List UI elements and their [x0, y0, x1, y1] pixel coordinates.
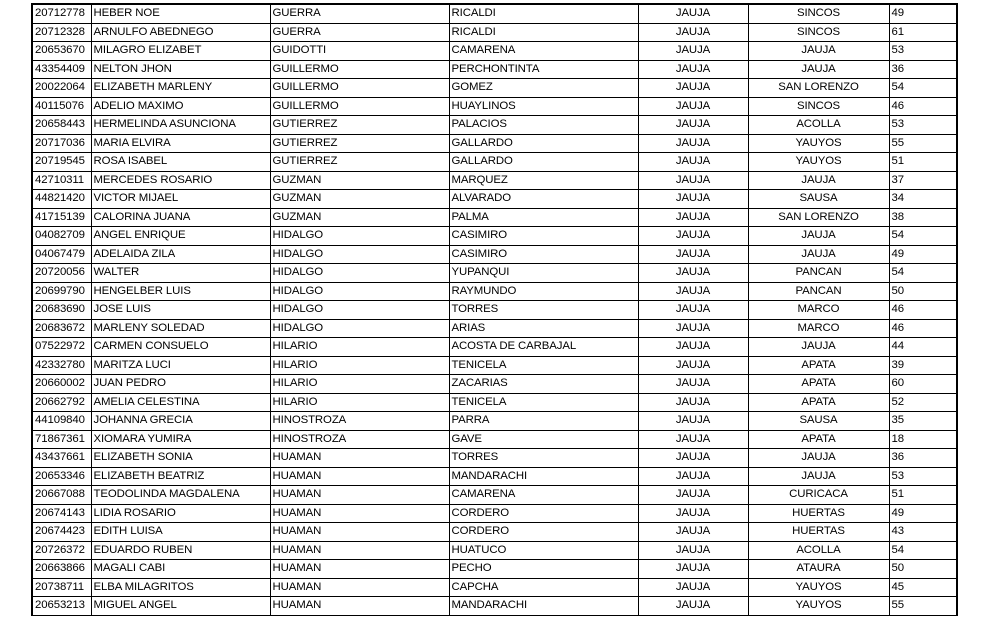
table-row: [32, 171, 957, 190]
district-cell: MARCO: [748, 301, 889, 320]
province-cell: JAUJA: [638, 97, 748, 116]
maternal-surname-cell: CORDERO: [449, 523, 638, 542]
table-row: [32, 449, 957, 468]
province-cell: JAUJA: [638, 467, 748, 486]
table-row: [32, 116, 957, 135]
district-cell: APATA: [748, 356, 889, 375]
table-row: [32, 393, 957, 412]
maternal-surname-cell: ALVARADO: [449, 190, 638, 209]
records-table-body: [32, 4, 957, 615]
district-cell: SAUSA: [748, 190, 889, 209]
maternal-surname-cell: MARQUEZ: [449, 171, 638, 190]
age-cell: 60: [889, 375, 957, 394]
province-cell: JAUJA: [638, 375, 748, 394]
district-cell: CURICACA: [748, 486, 889, 505]
maternal-surname-cell: GALLARDO: [449, 134, 638, 153]
district-cell: HUERTAS: [748, 523, 889, 542]
province-cell: JAUJA: [638, 264, 748, 283]
district-cell: ATAURA: [748, 560, 889, 579]
province-cell: JAUJA: [638, 227, 748, 246]
maternal-surname-cell: YUPANQUI: [449, 264, 638, 283]
first-names-cell: WALTER: [91, 264, 270, 283]
province-cell: JAUJA: [638, 23, 748, 42]
paternal-surname-cell: GUILLERMO: [270, 79, 449, 98]
maternal-surname-cell: PARRA: [449, 412, 638, 431]
dni-cell: 20712778: [32, 4, 91, 23]
table-row: [32, 578, 957, 597]
age-cell: 49: [889, 245, 957, 264]
maternal-surname-cell: CAPCHA: [449, 578, 638, 597]
paternal-surname-cell: GUERRA: [270, 4, 449, 23]
province-cell: JAUJA: [638, 42, 748, 61]
maternal-surname-cell: ACOSTA DE CARBAJAL: [449, 338, 638, 357]
maternal-surname-cell: CAMARENA: [449, 486, 638, 505]
dni-cell: 20653346: [32, 467, 91, 486]
first-names-cell: ADELIO MAXIMO: [91, 97, 270, 116]
table-row: [32, 245, 957, 264]
table-row: [32, 504, 957, 523]
paternal-surname-cell: HINOSTROZA: [270, 430, 449, 449]
age-cell: 61: [889, 23, 957, 42]
maternal-surname-cell: MANDARACHI: [449, 597, 638, 616]
table-row: [32, 486, 957, 505]
dni-cell: 20653670: [32, 42, 91, 61]
age-cell: 50: [889, 560, 957, 579]
age-cell: 52: [889, 393, 957, 412]
paternal-surname-cell: HUAMAN: [270, 597, 449, 616]
province-cell: JAUJA: [638, 301, 748, 320]
district-cell: SAN LORENZO: [748, 79, 889, 98]
province-cell: JAUJA: [638, 504, 748, 523]
paternal-surname-cell: HIDALGO: [270, 282, 449, 301]
maternal-surname-cell: TENICELA: [449, 356, 638, 375]
table-row: [32, 467, 957, 486]
district-cell: PANCAN: [748, 264, 889, 283]
paternal-surname-cell: HIDALGO: [270, 319, 449, 338]
district-cell: YAUYOS: [748, 134, 889, 153]
first-names-cell: HEBER NOE: [91, 4, 270, 23]
first-names-cell: ARNULFO ABEDNEGO: [91, 23, 270, 42]
dni-cell: 04067479: [32, 245, 91, 264]
district-cell: JAUJA: [748, 245, 889, 264]
table-row: [32, 430, 957, 449]
table-row: [32, 97, 957, 116]
dni-cell: 20719545: [32, 153, 91, 172]
table-row: [32, 4, 957, 23]
district-cell: JAUJA: [748, 171, 889, 190]
first-names-cell: MARITZA LUCI: [91, 356, 270, 375]
age-cell: 39: [889, 356, 957, 375]
province-cell: JAUJA: [638, 523, 748, 542]
age-cell: 44: [889, 338, 957, 357]
province-cell: JAUJA: [638, 282, 748, 301]
age-cell: 54: [889, 264, 957, 283]
province-cell: JAUJA: [638, 412, 748, 431]
district-cell: ACOLLA: [748, 116, 889, 135]
first-names-cell: CARMEN CONSUELO: [91, 338, 270, 357]
dni-cell: 41715139: [32, 208, 91, 227]
maternal-surname-cell: MANDARACHI: [449, 467, 638, 486]
paternal-surname-cell: HUAMAN: [270, 467, 449, 486]
district-cell: YAUYOS: [748, 597, 889, 616]
province-cell: JAUJA: [638, 153, 748, 172]
district-cell: APATA: [748, 430, 889, 449]
district-cell: JAUJA: [748, 42, 889, 61]
paternal-surname-cell: GUZMAN: [270, 190, 449, 209]
dni-cell: 43437661: [32, 449, 91, 468]
table-row: [32, 301, 957, 320]
maternal-surname-cell: TENICELA: [449, 393, 638, 412]
district-cell: MARCO: [748, 319, 889, 338]
first-names-cell: ELIZABETH BEATRIZ: [91, 467, 270, 486]
paternal-surname-cell: HIDALGO: [270, 301, 449, 320]
age-cell: 51: [889, 486, 957, 505]
district-cell: YAUYOS: [748, 578, 889, 597]
table-row: [32, 42, 957, 61]
dni-cell: 20663866: [32, 560, 91, 579]
paternal-surname-cell: HIDALGO: [270, 227, 449, 246]
district-cell: SINCOS: [748, 97, 889, 116]
district-cell: SINCOS: [748, 23, 889, 42]
paternal-surname-cell: GUTIERREZ: [270, 153, 449, 172]
dni-cell: 20022064: [32, 79, 91, 98]
maternal-surname-cell: PALACIOS: [449, 116, 638, 135]
maternal-surname-cell: GAVE: [449, 430, 638, 449]
paternal-surname-cell: HUAMAN: [270, 486, 449, 505]
dni-cell: 20674143: [32, 504, 91, 523]
first-names-cell: MERCEDES ROSARIO: [91, 171, 270, 190]
maternal-surname-cell: ZACARIAS: [449, 375, 638, 394]
district-cell: HUERTAS: [748, 504, 889, 523]
age-cell: 35: [889, 412, 957, 431]
table-row: [32, 523, 957, 542]
age-cell: 36: [889, 60, 957, 79]
first-names-cell: HERMELINDA ASUNCIONA: [91, 116, 270, 135]
province-cell: JAUJA: [638, 4, 748, 23]
table-row: [32, 338, 957, 357]
maternal-surname-cell: RICALDI: [449, 23, 638, 42]
age-cell: 53: [889, 116, 957, 135]
maternal-surname-cell: PERCHONTINTA: [449, 60, 638, 79]
first-names-cell: ADELAIDA ZILA: [91, 245, 270, 264]
dni-cell: 20699790: [32, 282, 91, 301]
first-names-cell: NELTON JHON: [91, 60, 270, 79]
age-cell: 50: [889, 282, 957, 301]
age-cell: 49: [889, 4, 957, 23]
paternal-surname-cell: HUAMAN: [270, 541, 449, 560]
maternal-surname-cell: CASIMIRO: [449, 227, 638, 246]
province-cell: JAUJA: [638, 338, 748, 357]
age-cell: 53: [889, 42, 957, 61]
district-cell: SAUSA: [748, 412, 889, 431]
age-cell: 54: [889, 541, 957, 560]
province-cell: JAUJA: [638, 208, 748, 227]
table-row: [32, 23, 957, 42]
records-table: [31, 3, 958, 616]
first-names-cell: EDUARDO RUBEN: [91, 541, 270, 560]
paternal-surname-cell: HILARIO: [270, 338, 449, 357]
province-cell: JAUJA: [638, 486, 748, 505]
district-cell: SINCOS: [748, 4, 889, 23]
province-cell: JAUJA: [638, 449, 748, 468]
first-names-cell: CALORINA JUANA: [91, 208, 270, 227]
table-row: [32, 79, 957, 98]
district-cell: APATA: [748, 393, 889, 412]
district-cell: JAUJA: [748, 449, 889, 468]
first-names-cell: MIGUEL ANGEL: [91, 597, 270, 616]
district-cell: APATA: [748, 375, 889, 394]
dni-cell: 20738711: [32, 578, 91, 597]
maternal-surname-cell: CORDERO: [449, 504, 638, 523]
age-cell: 46: [889, 97, 957, 116]
first-names-cell: MARLENY SOLEDAD: [91, 319, 270, 338]
first-names-cell: JOHANNA GRECIA: [91, 412, 270, 431]
district-cell: PANCAN: [748, 282, 889, 301]
age-cell: 49: [889, 504, 957, 523]
table-row: [32, 412, 957, 431]
first-names-cell: LIDIA ROSARIO: [91, 504, 270, 523]
age-cell: 55: [889, 134, 957, 153]
table-row: [32, 375, 957, 394]
province-cell: JAUJA: [638, 430, 748, 449]
dni-cell: 20717036: [32, 134, 91, 153]
age-cell: 37: [889, 171, 957, 190]
first-names-cell: XIOMARA YUMIRA: [91, 430, 270, 449]
dni-cell: 20658443: [32, 116, 91, 135]
first-names-cell: JOSE LUIS: [91, 301, 270, 320]
maternal-surname-cell: RAYMUNDO: [449, 282, 638, 301]
first-names-cell: ELIZABETH SONIA: [91, 449, 270, 468]
table-row: [32, 264, 957, 283]
dni-cell: 07522972: [32, 338, 91, 357]
age-cell: 53: [889, 467, 957, 486]
age-cell: 43: [889, 523, 957, 542]
dni-cell: 43354409: [32, 60, 91, 79]
age-cell: 45: [889, 578, 957, 597]
dni-cell: 20712328: [32, 23, 91, 42]
first-names-cell: ELBA MILAGRITOS: [91, 578, 270, 597]
dni-cell: 20662792: [32, 393, 91, 412]
maternal-surname-cell: ARIAS: [449, 319, 638, 338]
dni-cell: 40115076: [32, 97, 91, 116]
dni-cell: 44821420: [32, 190, 91, 209]
age-cell: 54: [889, 227, 957, 246]
paternal-surname-cell: HUAMAN: [270, 523, 449, 542]
paternal-surname-cell: GUZMAN: [270, 208, 449, 227]
dni-cell: 20683690: [32, 301, 91, 320]
province-cell: JAUJA: [638, 319, 748, 338]
paternal-surname-cell: GUERRA: [270, 23, 449, 42]
table-row: [32, 319, 957, 338]
district-cell: JAUJA: [748, 338, 889, 357]
paternal-surname-cell: GUZMAN: [270, 171, 449, 190]
table-row: [32, 282, 957, 301]
maternal-surname-cell: CASIMIRO: [449, 245, 638, 264]
first-names-cell: TEODOLINDA MAGDALENA: [91, 486, 270, 505]
paternal-surname-cell: GUILLERMO: [270, 97, 449, 116]
paternal-surname-cell: GUTIERREZ: [270, 116, 449, 135]
province-cell: JAUJA: [638, 560, 748, 579]
age-cell: 36: [889, 449, 957, 468]
dni-cell: 44109840: [32, 412, 91, 431]
first-names-cell: VICTOR MIJAEL: [91, 190, 270, 209]
dni-cell: 20667088: [32, 486, 91, 505]
district-cell: JAUJA: [748, 227, 889, 246]
table-row: [32, 208, 957, 227]
dni-cell: 04082709: [32, 227, 91, 246]
province-cell: JAUJA: [638, 356, 748, 375]
table-row: [32, 356, 957, 375]
first-names-cell: JUAN PEDRO: [91, 375, 270, 394]
document-page: [31, 3, 956, 616]
age-cell: 38: [889, 208, 957, 227]
table-row: [32, 60, 957, 79]
dni-cell: 20720056: [32, 264, 91, 283]
first-names-cell: AMELIA CELESTINA: [91, 393, 270, 412]
province-cell: JAUJA: [638, 116, 748, 135]
age-cell: 46: [889, 319, 957, 338]
paternal-surname-cell: HIDALGO: [270, 264, 449, 283]
first-names-cell: ROSA ISABEL: [91, 153, 270, 172]
paternal-surname-cell: HUAMAN: [270, 449, 449, 468]
dni-cell: 20653213: [32, 597, 91, 616]
first-names-cell: MAGALI CABI: [91, 560, 270, 579]
paternal-surname-cell: HUAMAN: [270, 560, 449, 579]
maternal-surname-cell: RICALDI: [449, 4, 638, 23]
age-cell: 55: [889, 597, 957, 616]
province-cell: JAUJA: [638, 79, 748, 98]
table-row: [32, 227, 957, 246]
province-cell: JAUJA: [638, 171, 748, 190]
maternal-surname-cell: CAMARENA: [449, 42, 638, 61]
province-cell: JAUJA: [638, 393, 748, 412]
maternal-surname-cell: TORRES: [449, 449, 638, 468]
maternal-surname-cell: TORRES: [449, 301, 638, 320]
district-cell: JAUJA: [748, 467, 889, 486]
table-row: [32, 560, 957, 579]
first-names-cell: EDITH LUISA: [91, 523, 270, 542]
dni-cell: 42710311: [32, 171, 91, 190]
dni-cell: 71867361: [32, 430, 91, 449]
table-row: [32, 190, 957, 209]
age-cell: 51: [889, 153, 957, 172]
province-cell: JAUJA: [638, 541, 748, 560]
district-cell: JAUJA: [748, 60, 889, 79]
dni-cell: 42332780: [32, 356, 91, 375]
first-names-cell: HENGELBER LUIS: [91, 282, 270, 301]
district-cell: ACOLLA: [748, 541, 889, 560]
district-cell: YAUYOS: [748, 153, 889, 172]
paternal-surname-cell: HILARIO: [270, 356, 449, 375]
province-cell: JAUJA: [638, 134, 748, 153]
province-cell: JAUJA: [638, 597, 748, 616]
paternal-surname-cell: HINOSTROZA: [270, 412, 449, 431]
dni-cell: 20726372: [32, 541, 91, 560]
province-cell: JAUJA: [638, 578, 748, 597]
age-cell: 54: [889, 79, 957, 98]
province-cell: JAUJA: [638, 245, 748, 264]
maternal-surname-cell: HUATUCO: [449, 541, 638, 560]
province-cell: JAUJA: [638, 190, 748, 209]
paternal-surname-cell: GUILLERMO: [270, 60, 449, 79]
first-names-cell: ELIZABETH MARLENY: [91, 79, 270, 98]
table-row: [32, 153, 957, 172]
paternal-surname-cell: HILARIO: [270, 393, 449, 412]
maternal-surname-cell: GOMEZ: [449, 79, 638, 98]
age-cell: 46: [889, 301, 957, 320]
table-row: [32, 134, 957, 153]
province-cell: JAUJA: [638, 60, 748, 79]
district-cell: SAN LORENZO: [748, 208, 889, 227]
maternal-surname-cell: PALMA: [449, 208, 638, 227]
age-cell: 18: [889, 430, 957, 449]
first-names-cell: ANGEL ENRIQUE: [91, 227, 270, 246]
first-names-cell: MARIA ELVIRA: [91, 134, 270, 153]
dni-cell: 20674423: [32, 523, 91, 542]
dni-cell: 20660002: [32, 375, 91, 394]
first-names-cell: MILAGRO ELIZABET: [91, 42, 270, 61]
table-row: [32, 541, 957, 560]
paternal-surname-cell: GUIDOTTI: [270, 42, 449, 61]
dni-cell: 20683672: [32, 319, 91, 338]
paternal-surname-cell: HUAMAN: [270, 578, 449, 597]
maternal-surname-cell: GALLARDO: [449, 153, 638, 172]
maternal-surname-cell: HUAYLINOS: [449, 97, 638, 116]
age-cell: 34: [889, 190, 957, 209]
paternal-surname-cell: HUAMAN: [270, 504, 449, 523]
maternal-surname-cell: PECHO: [449, 560, 638, 579]
paternal-surname-cell: HIDALGO: [270, 245, 449, 264]
paternal-surname-cell: HILARIO: [270, 375, 449, 394]
paternal-surname-cell: GUTIERREZ: [270, 134, 449, 153]
table-row: [32, 597, 957, 616]
